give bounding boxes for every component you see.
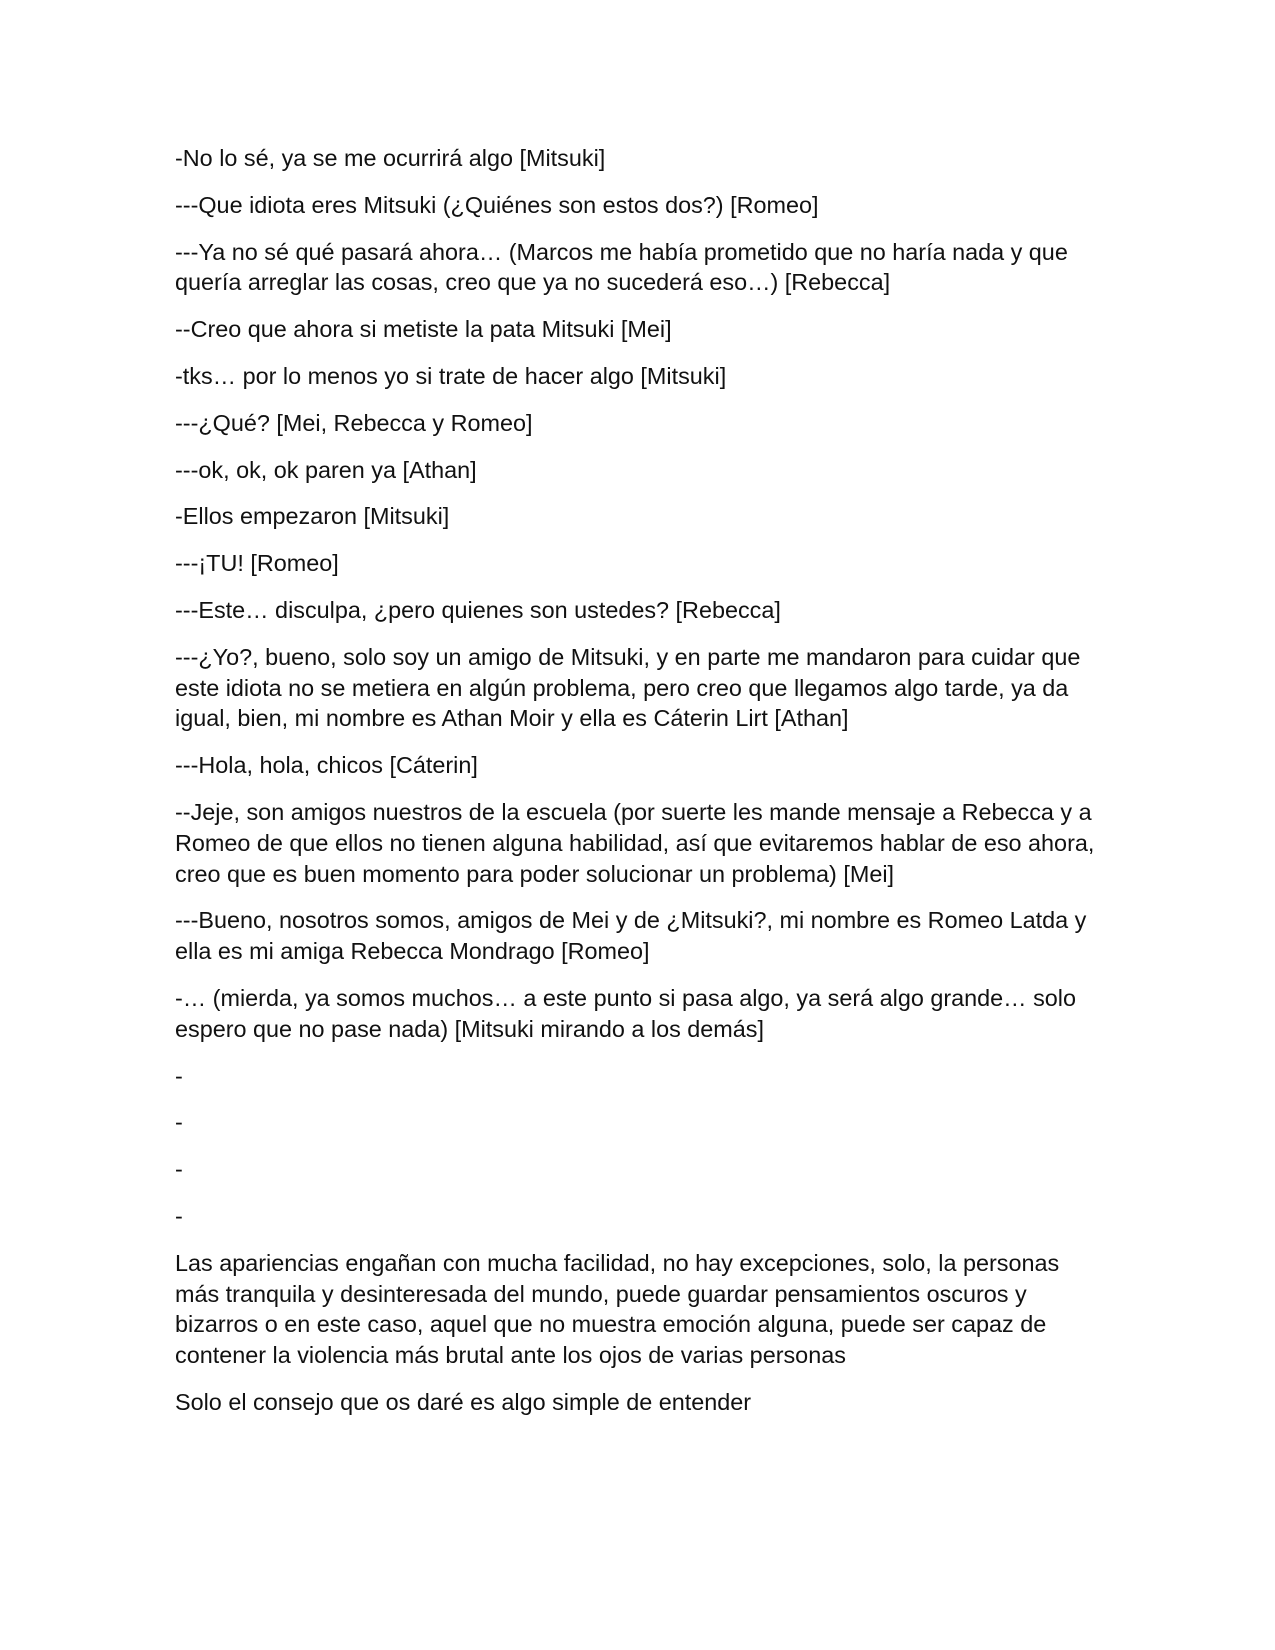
paragraph: -Ellos empezaron [Mitsuki]: [175, 503, 450, 530]
paragraph: ---Este… disculpa, ¿pero quienes son ustedes? [Rebecca]: [175, 596, 781, 623]
paragraph: ---Hola, hola, chicos [Cáterin]: [175, 752, 478, 779]
paragraph: -tks… por lo menos yo si trate de hacer algo [Mitsuki]: [175, 362, 727, 389]
document-body: [175, 143, 1100, 1434]
paragraph: ---¿Yo?, bueno, solo soy un amigo de Mitsuki, y en parte me mandaron para cuidar que este idiota no se metiera en algún problema, pero creo que llegamos algo tarde, ya da igual, bien, mi nombre es Athan Moir y ella es Cáterin Lirt [Athan]: [175, 643, 1081, 732]
paragraph: -No lo sé, ya se me ocurrirá algo [Mitsuki]: [175, 145, 606, 171]
paragraph: Solo el consejo que os daré es algo simple de entender: [175, 1388, 752, 1415]
paragraph: ---ok, ok, ok paren ya [Athan]: [175, 456, 477, 483]
paragraph: -: [175, 1156, 183, 1183]
paragraph: ---Ya no sé qué pasará ahora… (Marcos me había prometido que no haría nada y que quería arreglar las cosas, creo que ya no sucederá eso…) [Rebecca]: [175, 238, 1068, 296]
paragraph: ---Que idiota eres Mitsuki (¿Quiénes son estos dos?) [Romeo]: [175, 191, 819, 218]
paragraph: ---¡TU! [Romeo]: [175, 550, 339, 577]
paragraph: --Creo que ahora si metiste la pata Mitsuki [Mei]: [175, 316, 672, 343]
paragraph: -… (mierda, ya somos muchos… a este punto si pasa algo, ya será algo grande… solo espero que no pase nada) [Mitsuki mirando a los demás]: [175, 984, 1076, 1042]
paragraph: --Jeje, son amigos nuestros de la escuela (por suerte les mande mensaje a Rebecca y a Romeo de que ellos no tienen alguna habilidad, así que evitaremos hablar de eso ahora, creo que es buen momento para poder solucionar un problema) [Mei]: [175, 798, 1095, 887]
paragraph: -: [175, 1109, 183, 1136]
paragraph: ---Bueno, nosotros somos, amigos de Mei y de ¿Mitsuki?, mi nombre es Romeo Latda y ella es mi amiga Rebecca Mondrago [Romeo]: [175, 907, 1087, 965]
paragraph: ---¿Qué? [Mei, Rebecca y Romeo]: [175, 409, 533, 436]
paragraph: -: [175, 1202, 183, 1229]
paragraph: -: [175, 1062, 183, 1089]
paragraph: Las apariencias engañan con mucha facilidad, no hay excepciones, solo, la personas más tranquila y desinteresada del mundo, puede guardar pensamientos oscuros y bizarros o en este caso, aquel que no muestra emoción alguna, puede ser capaz de contener la violencia más brutal ante los ojos de varias personas: [175, 1249, 1060, 1369]
